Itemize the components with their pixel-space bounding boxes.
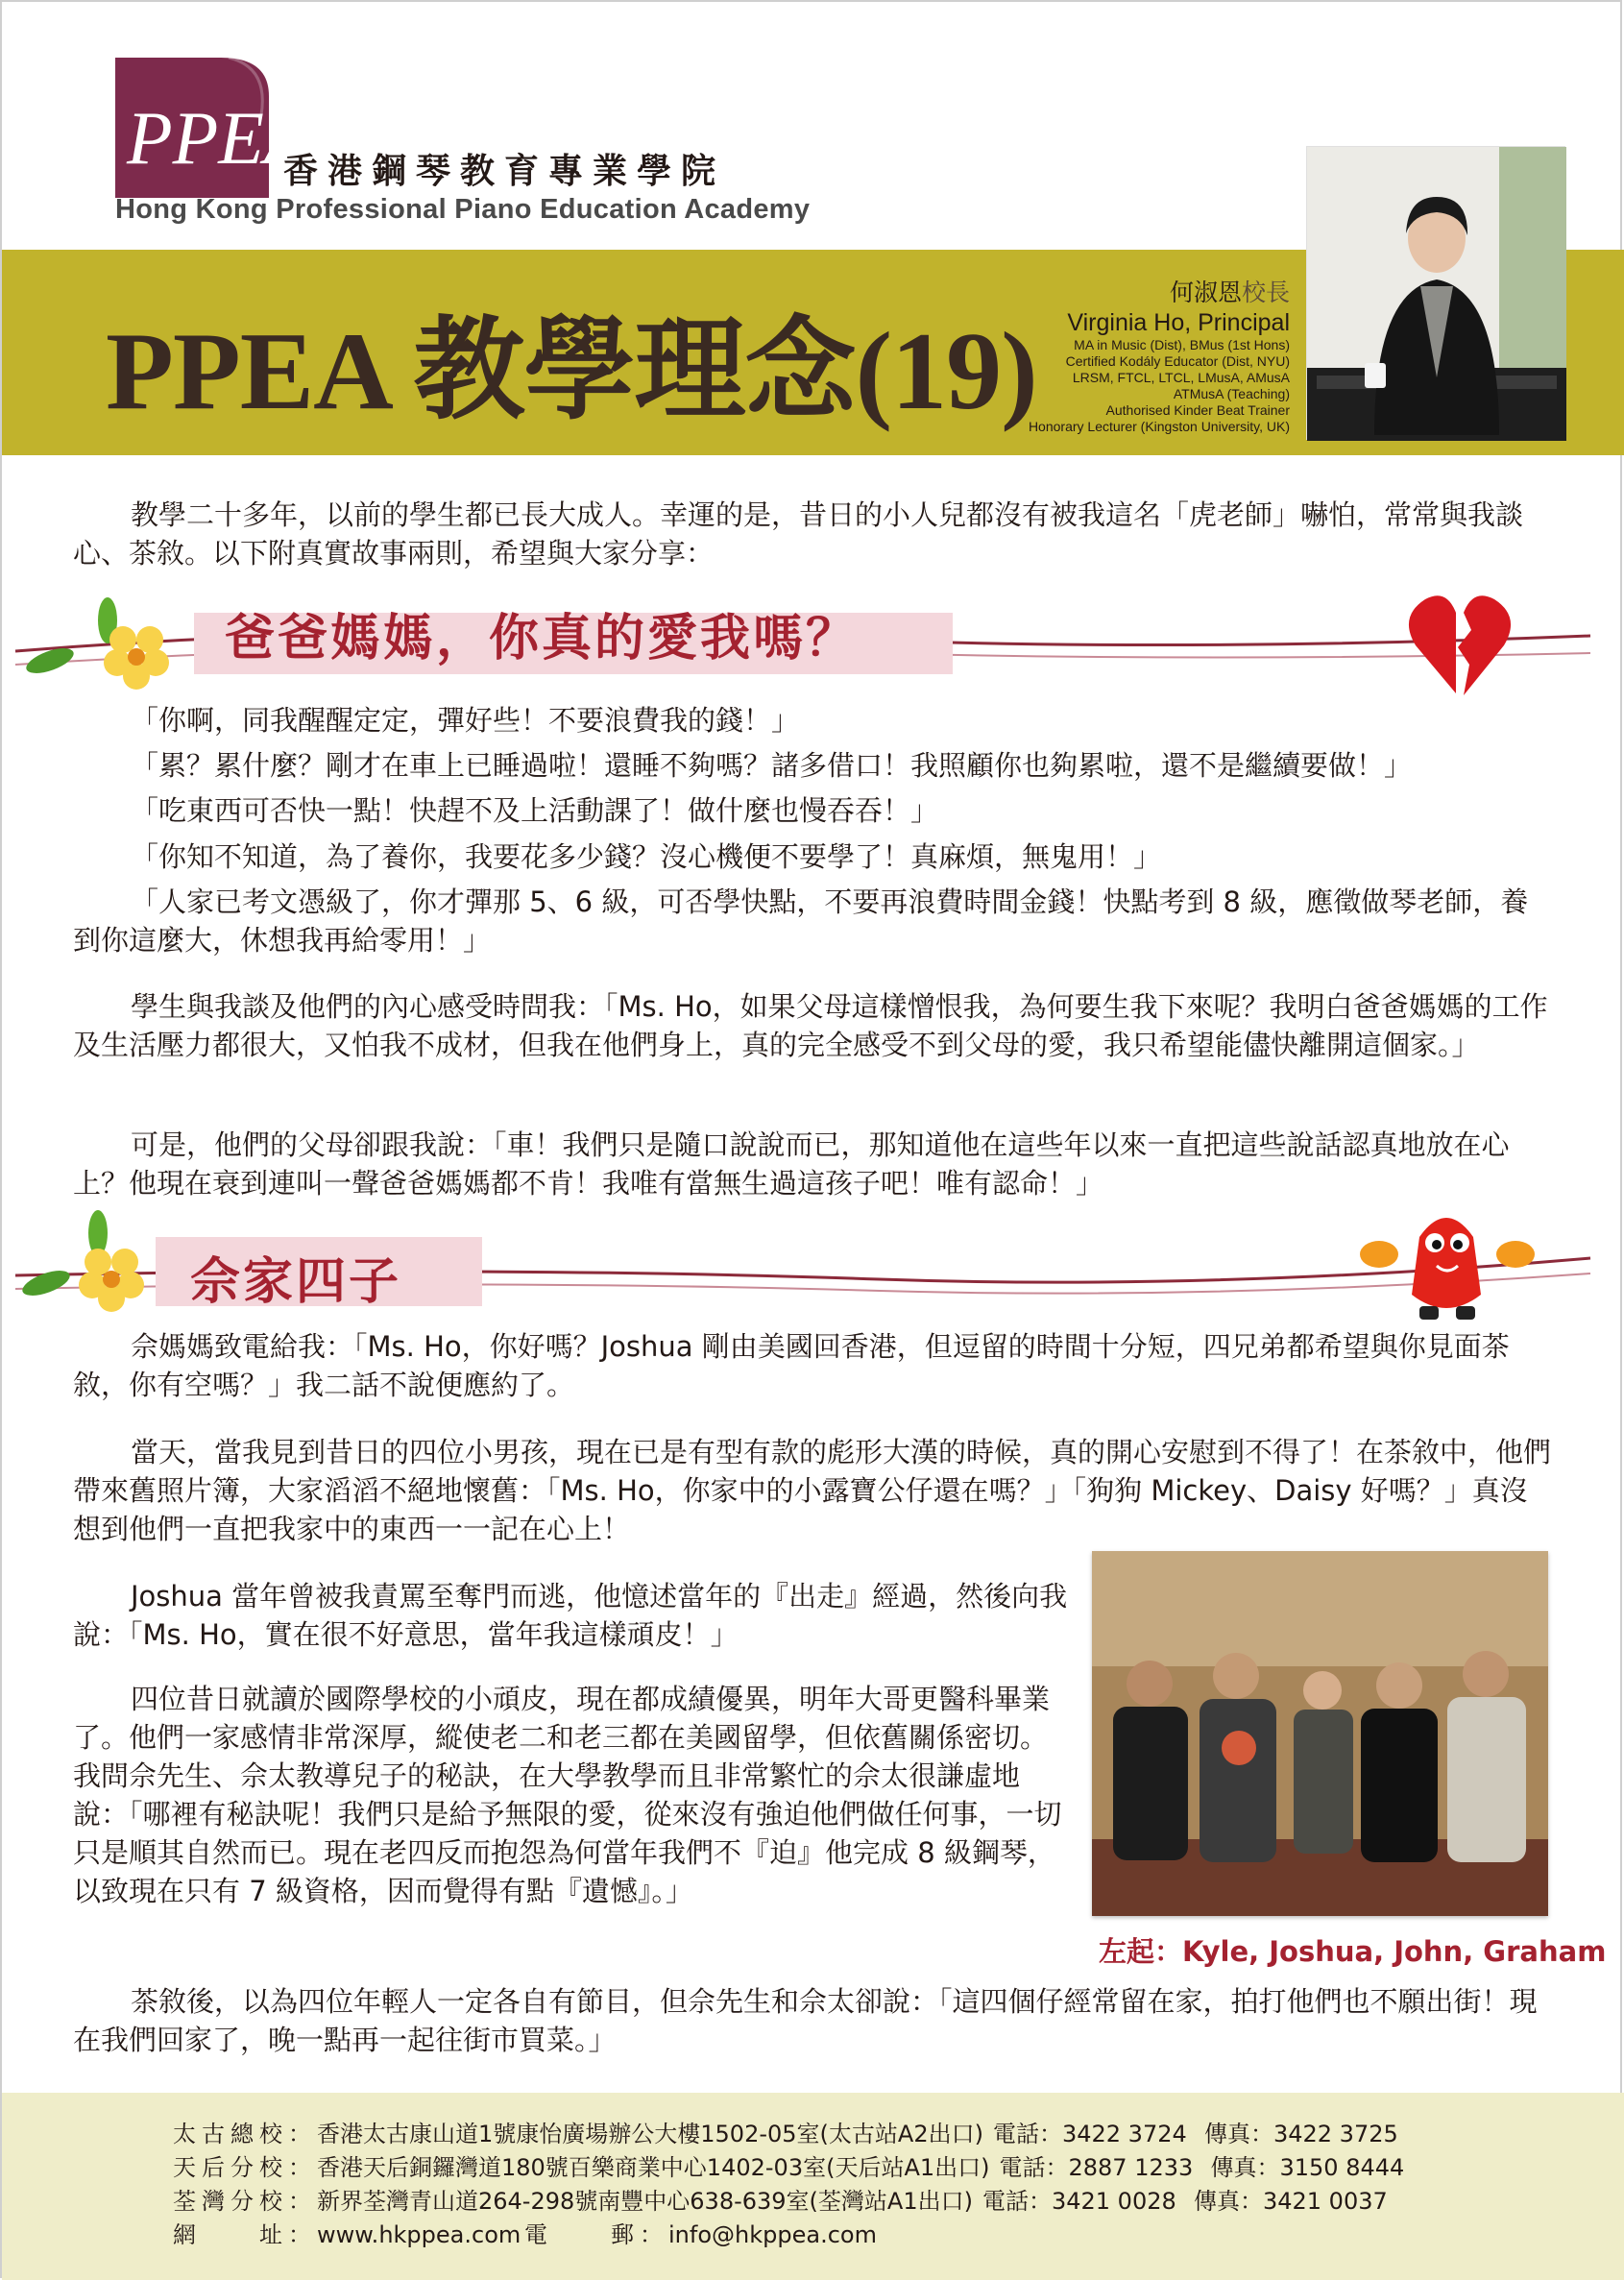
footer-contact-row <box>173 2216 877 2249</box>
branch-tel: 電話：3422 3724 <box>992 2121 1187 2147</box>
email-link[interactable]: info@hkppea.com <box>668 2221 877 2248</box>
branch-address: 香港太古康山道1號康怡廣場辦公大樓1502-05室(太古站A2出口) <box>317 2121 983 2147</box>
principal-name-en: Virginia Ho, Principal <box>1067 309 1290 336</box>
section2-paragraph-4: 四位昔日就讀於國際學校的小頑皮，現在都成績優異，明年大哥更醫科畢業了。他們一家感情非常深厚，縱使老二和老三都在美國留學，但依舊關係密切。我問佘先生、佘太教導兒子的秘訣，在大學教學而且非常繁忙的佘太很謙虛地說：「哪裡有秘訣呢！我們只是給予無限的愛，從來沒有強迫他們做任何事，一切只是順其自然而已。現在老四反而抱怨為何當年我們不『迫』他完成 8 級鋼琴，以致現在只有 7 級資格，因而覺得有點『遺憾』。」 <box>73 1683 1062 1907</box>
logo-english-name: Hong Kong Professional Piano Education Academy <box>115 194 811 225</box>
logo-chinese-name: 香港鋼琴教育專業學院 <box>283 152 726 191</box>
principal-photo-illustration <box>1307 147 1566 441</box>
broken-heart-icon <box>1409 595 1511 695</box>
page-title: PPEA 教學理念(19) <box>106 310 1037 433</box>
principal-credential: MA in Music (Dist), BMus (1st Hons) <box>1074 337 1290 352</box>
branch-tel: 電話：2887 1233 <box>999 2154 1194 2181</box>
branch-address: 香港天后銅鑼灣道180號百樂商業中心1402-03室(天后站A1出口) <box>317 2154 990 2181</box>
intro-paragraph: 教學二十多年，以前的學生都已長大成人。幸運的是，昔日的小人兒都沒有被我這名「虎老師」嚇怕，常常與我談心、茶敘。以下附真實故事兩則，希望與大家分享： <box>73 498 1524 570</box>
branch-fax: 傳真：3422 3725 <box>1203 2121 1398 2147</box>
quote: 「你知不知道，為了養你，我要花多少錢？沒心機便不要學了！真麻煩，無鬼用！」 <box>131 840 1162 873</box>
principal-credential: Honorary Lecturer (Kingston University, UK) <box>1028 419 1290 434</box>
quote: 「人家已考文憑級了，你才彈那 5、6 級，可否學快點，不要再浪費時間金錢！快點考到 8 級，應徵做琴老師，養到你這麼大，休想我再給零用！」 <box>73 885 1529 957</box>
branch-address: 新界荃灣青山道264-298號南豐中心638-639室(荃灣站A1出口) <box>317 2188 973 2215</box>
section2-title: 佘家四子 <box>190 1253 402 1311</box>
principal-name-cn: 何淑恩 <box>1169 279 1242 306</box>
section1-title: 爸爸媽媽，你真的愛我嗎？ <box>225 610 860 667</box>
ppea-logo <box>115 58 310 198</box>
section2-paragraph-3: Joshua 當年曾被我責罵至奪門而逃，他憶述當年的『出走』經過，然後向我說：「Ms. Ho，實在很不好意思，當年我這樣頑皮！」 <box>73 1580 1068 1651</box>
branch-fax: 傳真：3421 0037 <box>1193 2188 1388 2215</box>
branch-label: 太古總校： <box>173 2121 317 2147</box>
branch-tel: 電話：3421 0028 <box>982 2188 1176 2215</box>
flower-icon <box>23 597 169 690</box>
principal-credential: ATMusA (Teaching) <box>1173 386 1290 401</box>
branch-label: 天后分校： <box>173 2154 317 2181</box>
section2-paragraph-2: 當天，當我見到昔日的四位小男孩，現在已是有型有款的彪形大漢的時候，真的開心安慰到不得了！在茶敘中，他們帶來舊照片簿，大家滔滔不絕地懷舊：「Ms. Ho，你家中的小露寶公仔還在嗎？」「狗狗 Mickey、Daisy 好嗎？」真沒想到他們一直把我家中的東西一一記在心上！ <box>73 1436 1552 1545</box>
section1-paragraph-2: 學生與我談及他們的內心感受時問我：「Ms. Ho，如果父母這樣憎恨我，為何要生我下來呢？我明白爸爸媽媽的工作及生活壓力都很大，又怕我不成材，但我在他們身上，真的完全感受不到父母的愛，我只希望能儘快離開這個家。」 <box>73 990 1548 1061</box>
principal-photo <box>1306 146 1565 440</box>
branch-label: 荃灣分校： <box>173 2188 317 2215</box>
family-photo <box>1092 1551 1548 1916</box>
website-link[interactable]: www.hkppea.com <box>317 2221 521 2248</box>
family-photo-illustration <box>1092 1551 1548 1916</box>
section1-paragraph-3: 可是，他們的父母卻跟我說：「車！我們只是隨口說說而已，那知道他在這些年以來一直把這些說話認真地放在心上？他現在衰到連叫一聲爸爸媽媽都不肯！我唯有當無生過這孩子吧！唯有認命！」 <box>73 1128 1510 1200</box>
cartoon-mascot-icon <box>1360 1218 1535 1320</box>
principal-credential: Authorised Kinder Beat Trainer <box>1105 402 1290 418</box>
email-label: 電 郵： <box>524 2221 668 2248</box>
web-label: 網 址： <box>173 2221 317 2248</box>
quote: 「你啊，同我醒醒定定，彈好些！不要浪費我的錢！」 <box>131 704 800 737</box>
photo-caption: 左起：Kyle, Joshua, John, Graham <box>1099 1935 1607 1968</box>
footer-branch-row <box>173 2115 1398 2148</box>
section2-paragraph-5: 茶敘後，以為四位年輕人一定各自有節目，但佘先生和佘太卻說：「這四個仔經常留在家，拍打他們也不願出街！現在我們回家了，晚一點再一起往街市買菜。」 <box>73 1985 1538 2056</box>
flower-icon <box>19 1210 144 1312</box>
quote: 「累？累什麼？剛才在車上已睡過啦！還睡不夠嗎？諸多借口！我照顧你也夠累啦，還不是繼續要做！」 <box>131 749 1413 782</box>
principal-role-cn: 校長 <box>1241 279 1290 306</box>
principal-info <box>1029 274 1290 435</box>
branch-fax: 傳真：3150 8444 <box>1210 2154 1405 2181</box>
principal-credential: LRSM, FTCL, LTCL, LMusA, AMusA <box>1072 370 1290 385</box>
logo-letters: PPEA <box>127 96 310 180</box>
section2-paragraph-1: 佘媽媽致電給我：「Ms. Ho，你好嗎？Joshua 剛由美國回香港，但逗留的時間十分短，四兄弟都希望與你見面茶敘，你有空嗎？」我二話不說便應約了。 <box>73 1330 1510 1401</box>
principal-credential: Certified Kodály Educator (Dist, NYU) <box>1065 353 1290 369</box>
quote: 「吃東西可否快一點！快趕不及上活動課了！做什麼也慢吞吞！」 <box>131 794 939 827</box>
footer-branch-row <box>173 2148 1404 2182</box>
footer-branch-row <box>173 2182 1388 2216</box>
